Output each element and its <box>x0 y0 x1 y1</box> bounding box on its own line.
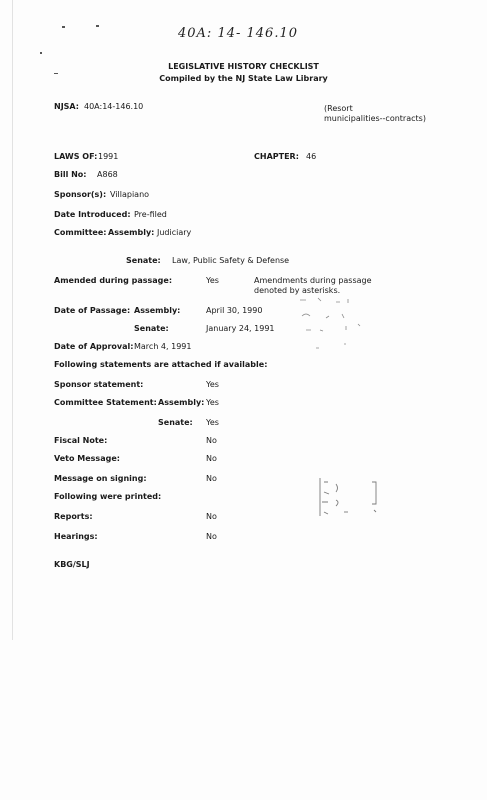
approval-value: March 4, 1991 <box>134 342 192 351</box>
committee-statement-assembly-value: Yes <box>206 398 219 407</box>
document-subtitle: Compiled by the NJ State Law Library <box>159 74 328 83</box>
veto-message-label: Veto Message: <box>54 454 120 463</box>
amended-note-line2: denoted by asterisks. <box>254 286 341 295</box>
sponsor-statement-label: Sponsor statement: <box>54 380 144 389</box>
committee-senate-value: Law, Public Safety & Defense <box>172 256 290 265</box>
faint-stamp-mark <box>296 296 376 356</box>
passage-assembly-value: April 30, 1990 <box>206 306 263 315</box>
committee-statement-senate-value: Yes <box>206 418 219 427</box>
bill-no-label: Bill No: <box>54 170 87 179</box>
sponsors-label: Sponsor(s): <box>54 190 107 199</box>
bill-no-value: A868 <box>97 170 118 179</box>
committee-senate-label: Senate: <box>126 256 161 265</box>
scan-speck <box>96 25 99 27</box>
committee-assembly-value: Judiciary <box>157 228 192 237</box>
hearings-value: No <box>206 532 217 541</box>
njsa-value: 40A:14-146.10 <box>84 102 144 111</box>
handwritten-citation: 40A: 14- 146.10 <box>178 26 298 41</box>
fiscal-note-label: Fiscal Note: <box>54 436 108 445</box>
committee-statement-senate-label: Senate: <box>158 418 193 427</box>
passage-assembly-label: Assembly: <box>134 306 181 315</box>
chapter-value: 46 <box>306 152 317 161</box>
sponsor-statement-value: Yes <box>206 380 219 389</box>
njsa-note-line2: municipalities--contracts) <box>324 114 426 123</box>
printed-heading: Following were printed: <box>54 492 162 501</box>
chapter-label: CHAPTER: <box>254 152 299 161</box>
committee-statement-label: Committee Statement: <box>54 398 157 407</box>
scan-speck <box>62 26 65 28</box>
committee-label: Committee: <box>54 228 107 237</box>
veto-message-value: No <box>206 454 217 463</box>
amended-label: Amended during passage: <box>54 276 173 285</box>
date-introduced-value: Pre-filed <box>134 210 167 219</box>
message-on-signing-value: No <box>206 474 217 483</box>
fiscal-note-value: No <box>206 436 217 445</box>
passage-senate-value: January 24, 1991 <box>206 324 275 333</box>
passage-label: Date of Passage: <box>54 306 131 315</box>
amended-note-line1: Amendments during passage <box>254 276 372 285</box>
faint-stamp-mark <box>314 474 384 520</box>
njsa-label: NJSA: <box>54 102 79 111</box>
njsa-note-line1: (Resort <box>324 104 353 113</box>
message-on-signing-label: Message on signing: <box>54 474 147 483</box>
page-edge-shadow <box>12 0 13 640</box>
laws-of-value: 1991 <box>98 152 119 161</box>
reports-value: No <box>206 512 217 521</box>
sponsors-value: Villapiano <box>110 190 150 199</box>
committee-assembly-label: Assembly: <box>108 228 155 237</box>
initials: KBG/SLJ <box>54 560 90 569</box>
amended-value: Yes <box>206 276 219 285</box>
passage-senate-label: Senate: <box>134 324 169 333</box>
scan-speck <box>40 52 42 54</box>
committee-statement-assembly-label: Assembly: <box>158 398 205 407</box>
attached-heading: Following statements are attached if available: <box>54 360 268 369</box>
hearings-label: Hearings: <box>54 532 98 541</box>
reports-label: Reports: <box>54 512 93 521</box>
approval-label: Date of Approval: <box>54 342 134 351</box>
date-introduced-label: Date Introduced: <box>54 210 131 219</box>
document-title: LEGISLATIVE HISTORY CHECKLIST <box>168 62 319 71</box>
laws-of-label: LAWS OF: <box>54 152 98 161</box>
